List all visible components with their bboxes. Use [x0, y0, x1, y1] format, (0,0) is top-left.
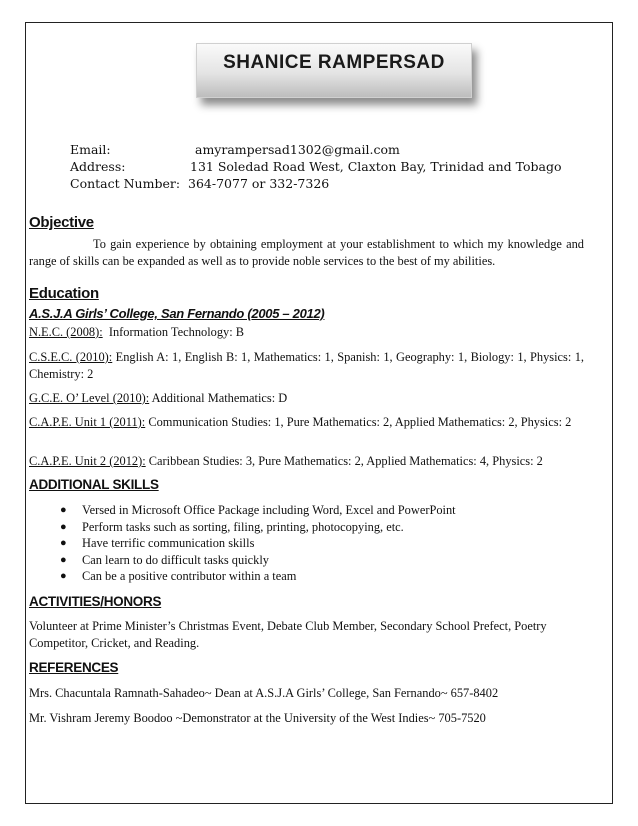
edu-entry-label: N.E.C. (2008): [29, 325, 103, 339]
skill-text: Can learn to do difficult tasks quickly [82, 552, 269, 567]
objective-heading: Objective [29, 214, 94, 231]
edu-entry-csec [29, 349, 584, 383]
bullet-icon: ● [60, 520, 67, 533]
education-heading: Education [29, 285, 99, 302]
skills-list [60, 502, 456, 585]
edu-entry-nec [29, 324, 584, 341]
applicant-name: SHANICE RAMPERSAD [223, 52, 445, 73]
bullet-icon: ● [60, 570, 67, 582]
reference-item: Mr. Vishram Jeremy Boodoo ~Demonstrator at the University of the West Indies~ 705-7520 [29, 711, 486, 725]
activities-heading: ACTIVITIES/HONORS [29, 594, 162, 609]
skills-heading: ADDITIONAL SKILLS [29, 477, 159, 492]
edu-entry-label: C.S.E.C. (2010): [29, 350, 113, 364]
edu-entry-text: Information Technology: B [108, 325, 245, 339]
name-banner [196, 43, 472, 98]
skill-text: Perform tasks such as sorting, filing, printing, photocopying, etc. [82, 519, 404, 534]
email-value: amyrampersad1302@gmail.com [195, 142, 400, 157]
phone-label: Contact Number: [70, 176, 181, 191]
edu-entry-text: English A: 1, English B: 1, Mathematics: 1, Spanish: 1, Geography: 1, Biology: 1, Physics: 1, Chemistry: 2 [29, 350, 585, 381]
reference-item: Mrs. Chacuntala Ramnath-Sahadeo~ Dean at A.S.J.A Girls’ College, San Fernando~ 657-8402 [29, 686, 499, 700]
activities-text: Volunteer at Prime Minister’s Christmas Event, Debate Club Member, Secondary School Prefect, Poetry Competitor, Cricket, and Reading. [29, 619, 547, 650]
address-label: Address: [70, 159, 126, 174]
list-item [60, 519, 456, 536]
objective-text: To gain experience by obtaining employment at your establishment to which my knowledge and range of skills can be expanded as well as to provide noble services to the best of my abilities. [29, 237, 584, 268]
edu-entry-label: C.A.P.E. Unit 1 (2011): [29, 415, 146, 429]
bullet-icon: ● [60, 537, 67, 549]
references-heading: REFERENCES [29, 660, 119, 675]
edu-entry-label: G.C.E. O’ Level (2010): [29, 391, 150, 405]
list-item [60, 535, 456, 552]
list-item [60, 568, 456, 585]
email-label: Email: [70, 142, 111, 157]
edu-entry-gce [29, 390, 584, 407]
edu-entry-text: Caribbean Studies: 3, Pure Mathematics: 2, Applied Mathematics: 4, Physics: 2 [148, 454, 543, 468]
skill-text: Can be a positive contributor within a team [82, 569, 297, 583]
edu-entry-cape2 [29, 453, 584, 470]
edu-entry-cape1 [29, 414, 584, 431]
school-name: A.S.J.A Girls’ College, San Fernando (2005 – 2012) [29, 306, 325, 321]
bullet-icon: ● [60, 553, 67, 566]
skill-text: Have terrific communication skills [82, 536, 255, 550]
list-item [60, 552, 456, 569]
edu-entry-text: Additional Mathematics: D [151, 391, 288, 405]
list-item [60, 502, 456, 519]
bullet-icon: ● [60, 504, 67, 516]
skill-text: Versed in Microsoft Office Package including Word, Excel and PowerPoint [82, 503, 456, 517]
edu-entry-label: C.A.P.E. Unit 2 (2012): [29, 454, 146, 468]
phone-value: 364-7077 or 332-7326 [188, 176, 330, 191]
address-value: 131 Soledad Road West, Claxton Bay, Trinidad and Tobago [190, 159, 562, 174]
edu-entry-text: Communication Studies: 1, Pure Mathematics: 2, Applied Mathematics: 2, Physics: 2 [148, 415, 572, 429]
